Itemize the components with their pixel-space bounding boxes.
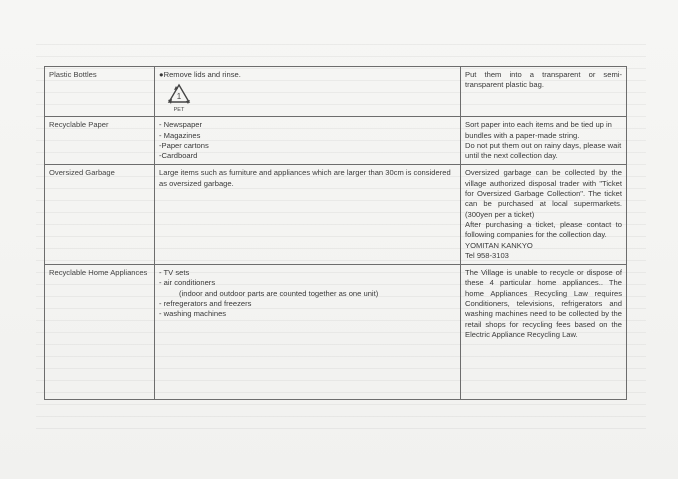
category-label: Recyclable Home Appliances: [49, 268, 148, 278]
instruction-text: Do not put them out on rainy days, please wait until the next collection day.: [465, 140, 622, 161]
instruction-text: Put them into a transparent or semi-transparent plastic bag.: [465, 70, 622, 90]
item-text: Large items such as furniture and appliances which are larger than 30cm is considered as oversized garbage.: [159, 168, 451, 188]
item-text: ●Remove lids and rinse.: [159, 70, 241, 79]
pet-label: PET: [173, 107, 185, 114]
table-row: [45, 67, 627, 117]
item-note: (indoor and outdoor parts are counted together as one unit): [179, 288, 379, 298]
pet-number: 1: [176, 92, 182, 102]
items-cell: [155, 67, 461, 117]
item-text: - Magazines: [159, 130, 201, 140]
category-label: Oversized Garbage: [49, 168, 115, 178]
instructions-cell: [461, 265, 627, 399]
item-text: -Paper cartons: [159, 140, 209, 150]
category-cell: [45, 165, 155, 265]
instruction-text: Oversized garbage can be collected by the village authorized disposal trader with "Ticket for Oversized Garbage Collection". The ticket can be purchased at local supermarkets.(300yen per a ticket): [465, 168, 622, 219]
instruction-text: The Village is unable to recycle or dispose of these 4 particular home appliances.. The home Appliances Recycling Law requires Conditioners, televisions, refrigerators and washing machines need to be collected by the retail shops for recycling fees based on the Electric Appliance Recycling Law.: [465, 268, 622, 339]
category-cell: [45, 265, 155, 399]
category-cell: [45, 67, 155, 117]
company-name: YOMITAN KANKYO: [465, 240, 533, 250]
items-cell: [155, 165, 461, 265]
instructions-cell: [461, 117, 627, 165]
items-cell: [155, 117, 461, 165]
items-cell: [155, 265, 461, 399]
item-text: - air conditioners: [159, 278, 216, 288]
category-cell: [45, 117, 155, 165]
item-text: - Newspaper: [159, 120, 203, 130]
category-label: Recyclable Paper: [49, 120, 109, 130]
category-label: Plastic Bottles: [49, 70, 97, 79]
item-text: - washing machines: [159, 309, 227, 319]
table-row: [45, 165, 627, 265]
item-text: - TV sets: [159, 268, 190, 278]
table-row: [45, 265, 627, 399]
instruction-text: Sort paper into each items and be tied up in bundles with a paper-made string.: [465, 120, 612, 140]
recycle-pet-1-icon: [165, 83, 193, 113]
item-text: -Cardboard: [159, 151, 198, 161]
item-text: - refregerators and freezers: [159, 299, 252, 309]
instructions-cell: [461, 67, 627, 117]
instructions-cell: [461, 165, 627, 265]
instruction-text: After purchasing a ticket, please contact to following companies for the collection day.: [465, 219, 622, 240]
company-phone: Tel 958-3103: [465, 250, 509, 260]
garbage-sorting-table: [44, 66, 627, 400]
table-row: [45, 117, 627, 165]
